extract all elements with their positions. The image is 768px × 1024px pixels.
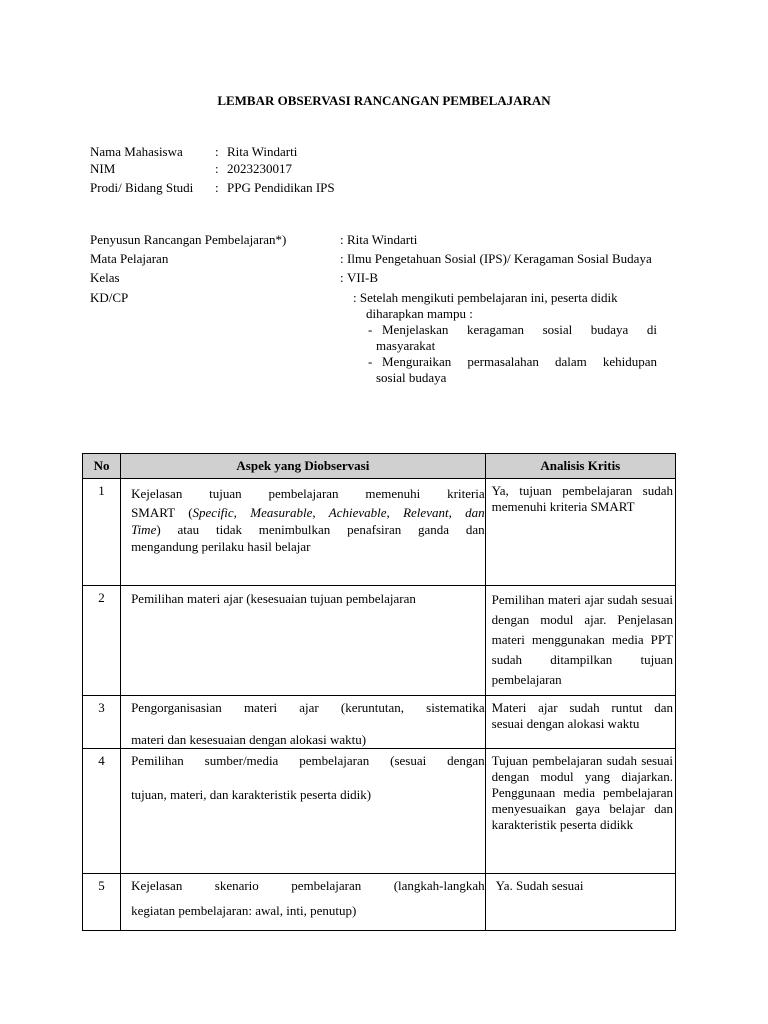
penyusun-label: Penyusun Rancangan Pembelajaran*) — [90, 232, 287, 247]
header-analysis: Analisis Kritis — [485, 454, 675, 479]
colon: : — [215, 180, 219, 195]
dash-bullet: - — [368, 322, 373, 337]
smart-criteria: Specific, Measurable, Achievable, Relevant, dan — [192, 505, 485, 520]
row-number: 3 — [83, 696, 121, 749]
aspect-text — [131, 504, 485, 521]
colon: : — [215, 144, 219, 159]
colon: : — [340, 270, 344, 285]
prodi-label: Prodi/ Bidang Studi — [90, 180, 194, 195]
kdcp-label: KD/CP — [90, 290, 129, 305]
kdcp-content — [353, 290, 683, 386]
aspect-text: materi dan kesesuaian dengan alokasi waktu) — [131, 732, 367, 747]
student-name-label: Nama Mahasiswa — [90, 144, 183, 159]
colon: : — [340, 251, 344, 266]
row-number: 2 — [83, 586, 121, 696]
nim-label: NIM — [90, 161, 116, 176]
smart-time: Time — [131, 522, 157, 537]
aspect-text-cont: ) atau tidak menimbulkan penafsiran ganda dan — [156, 522, 485, 537]
aspect-text: Pengorganisasian materi ajar (keruntutan, sistematika — [131, 700, 485, 715]
colon: : — [340, 232, 344, 247]
kdcp-intro-cont: diharapkan mampu : — [366, 306, 473, 321]
analysis-cell: Tujuan pembelajaran sudah sesuai dengan modul yang diajarkan. Penggunaan media pembelajaran menyesuaikan gaya belajar dan karakteristik peserta didikk — [485, 749, 675, 874]
header-no: No — [83, 454, 121, 479]
kdcp-item-cont: sosial budaya — [376, 370, 447, 385]
table-row — [83, 479, 676, 586]
aspect-text: kegiatan pembelajaran: awal, inti, penutup) — [131, 903, 357, 918]
analysis-cell: Ya. Sudah sesuai — [485, 874, 675, 931]
student-name-value: Rita Windarti — [227, 144, 298, 159]
kdcp-item-text: Menjelaskan keragaman sosial budaya di — [382, 322, 657, 337]
header-aspect: Aspek yang Diobservasi — [121, 454, 486, 479]
mapel-label: Mata Pelajaran — [90, 251, 169, 266]
analysis-cell: Materi ajar sudah runtut dan sesuai dengan alokasi waktu — [485, 696, 675, 749]
penyusun-value: Rita Windarti — [347, 232, 418, 247]
kdcp-intro: : Setelah mengikuti pembelajaran ini, peserta didik — [353, 290, 618, 305]
row-number: 4 — [83, 749, 121, 874]
prodi-value: PPG Pendidikan IPS — [227, 180, 335, 195]
aspect-text: Kejelasan tujuan pembelajaran memenuhi kriteria — [131, 486, 485, 501]
analysis-cell: Ya, tujuan pembelajaran sudah memenuhi kriteria SMART — [485, 479, 675, 586]
analysis-cell: Pemilihan materi ajar sudah sesuai dengan modul ajar. Penjelasan materi menggunakan media PPT sudah ditampilkan tujuan pembelajaran — [485, 586, 675, 696]
table-row — [83, 749, 676, 874]
table-row — [83, 874, 676, 931]
colon: : — [215, 161, 219, 176]
aspect-cell — [121, 749, 486, 874]
kdcp-item-text: Menguraikan permasalahan dalam kehidupan — [382, 354, 657, 369]
table-header-row — [83, 454, 676, 479]
kdcp-item — [353, 322, 683, 338]
aspect-text: tujuan, materi, dan karakteristik peserta didik) — [131, 787, 372, 802]
kelas-label: Kelas — [90, 270, 120, 285]
smart-text: SMART ( — [131, 505, 193, 520]
kdcp-item-cont: masyarakat — [376, 338, 436, 353]
aspect-cell — [121, 874, 486, 931]
kdcp-item — [353, 354, 683, 370]
mapel-value: Ilmu Pengetahuan Sosial (IPS)/ Keragaman Sosial Budaya — [347, 251, 652, 266]
row-number: 5 — [83, 874, 121, 931]
kelas-value: VII-B — [347, 270, 379, 285]
dash-bullet: - — [368, 354, 373, 369]
aspect-cell — [121, 479, 486, 586]
observation-table — [82, 453, 676, 931]
table-row — [83, 696, 676, 749]
aspect-cell: Pemilihan materi ajar (kesesuaian tujuan pembelajaran — [121, 586, 486, 696]
aspect-text: Kejelasan skenario pembelajaran (langkah-langkah — [131, 878, 485, 893]
aspect-text: mengandung perilaku hasil belajar — [131, 539, 311, 554]
table-row — [83, 586, 676, 696]
aspect-cell — [121, 696, 486, 749]
aspect-text: Pemilihan sumber/media pembelajaran (sesuai dengan — [131, 753, 485, 768]
nim-value: 2023230017 — [227, 161, 292, 176]
document-title: LEMBAR OBSERVASI RANCANGAN PEMBELAJARAN — [217, 93, 551, 108]
aspect-text — [131, 521, 485, 538]
row-number: 1 — [83, 479, 121, 586]
